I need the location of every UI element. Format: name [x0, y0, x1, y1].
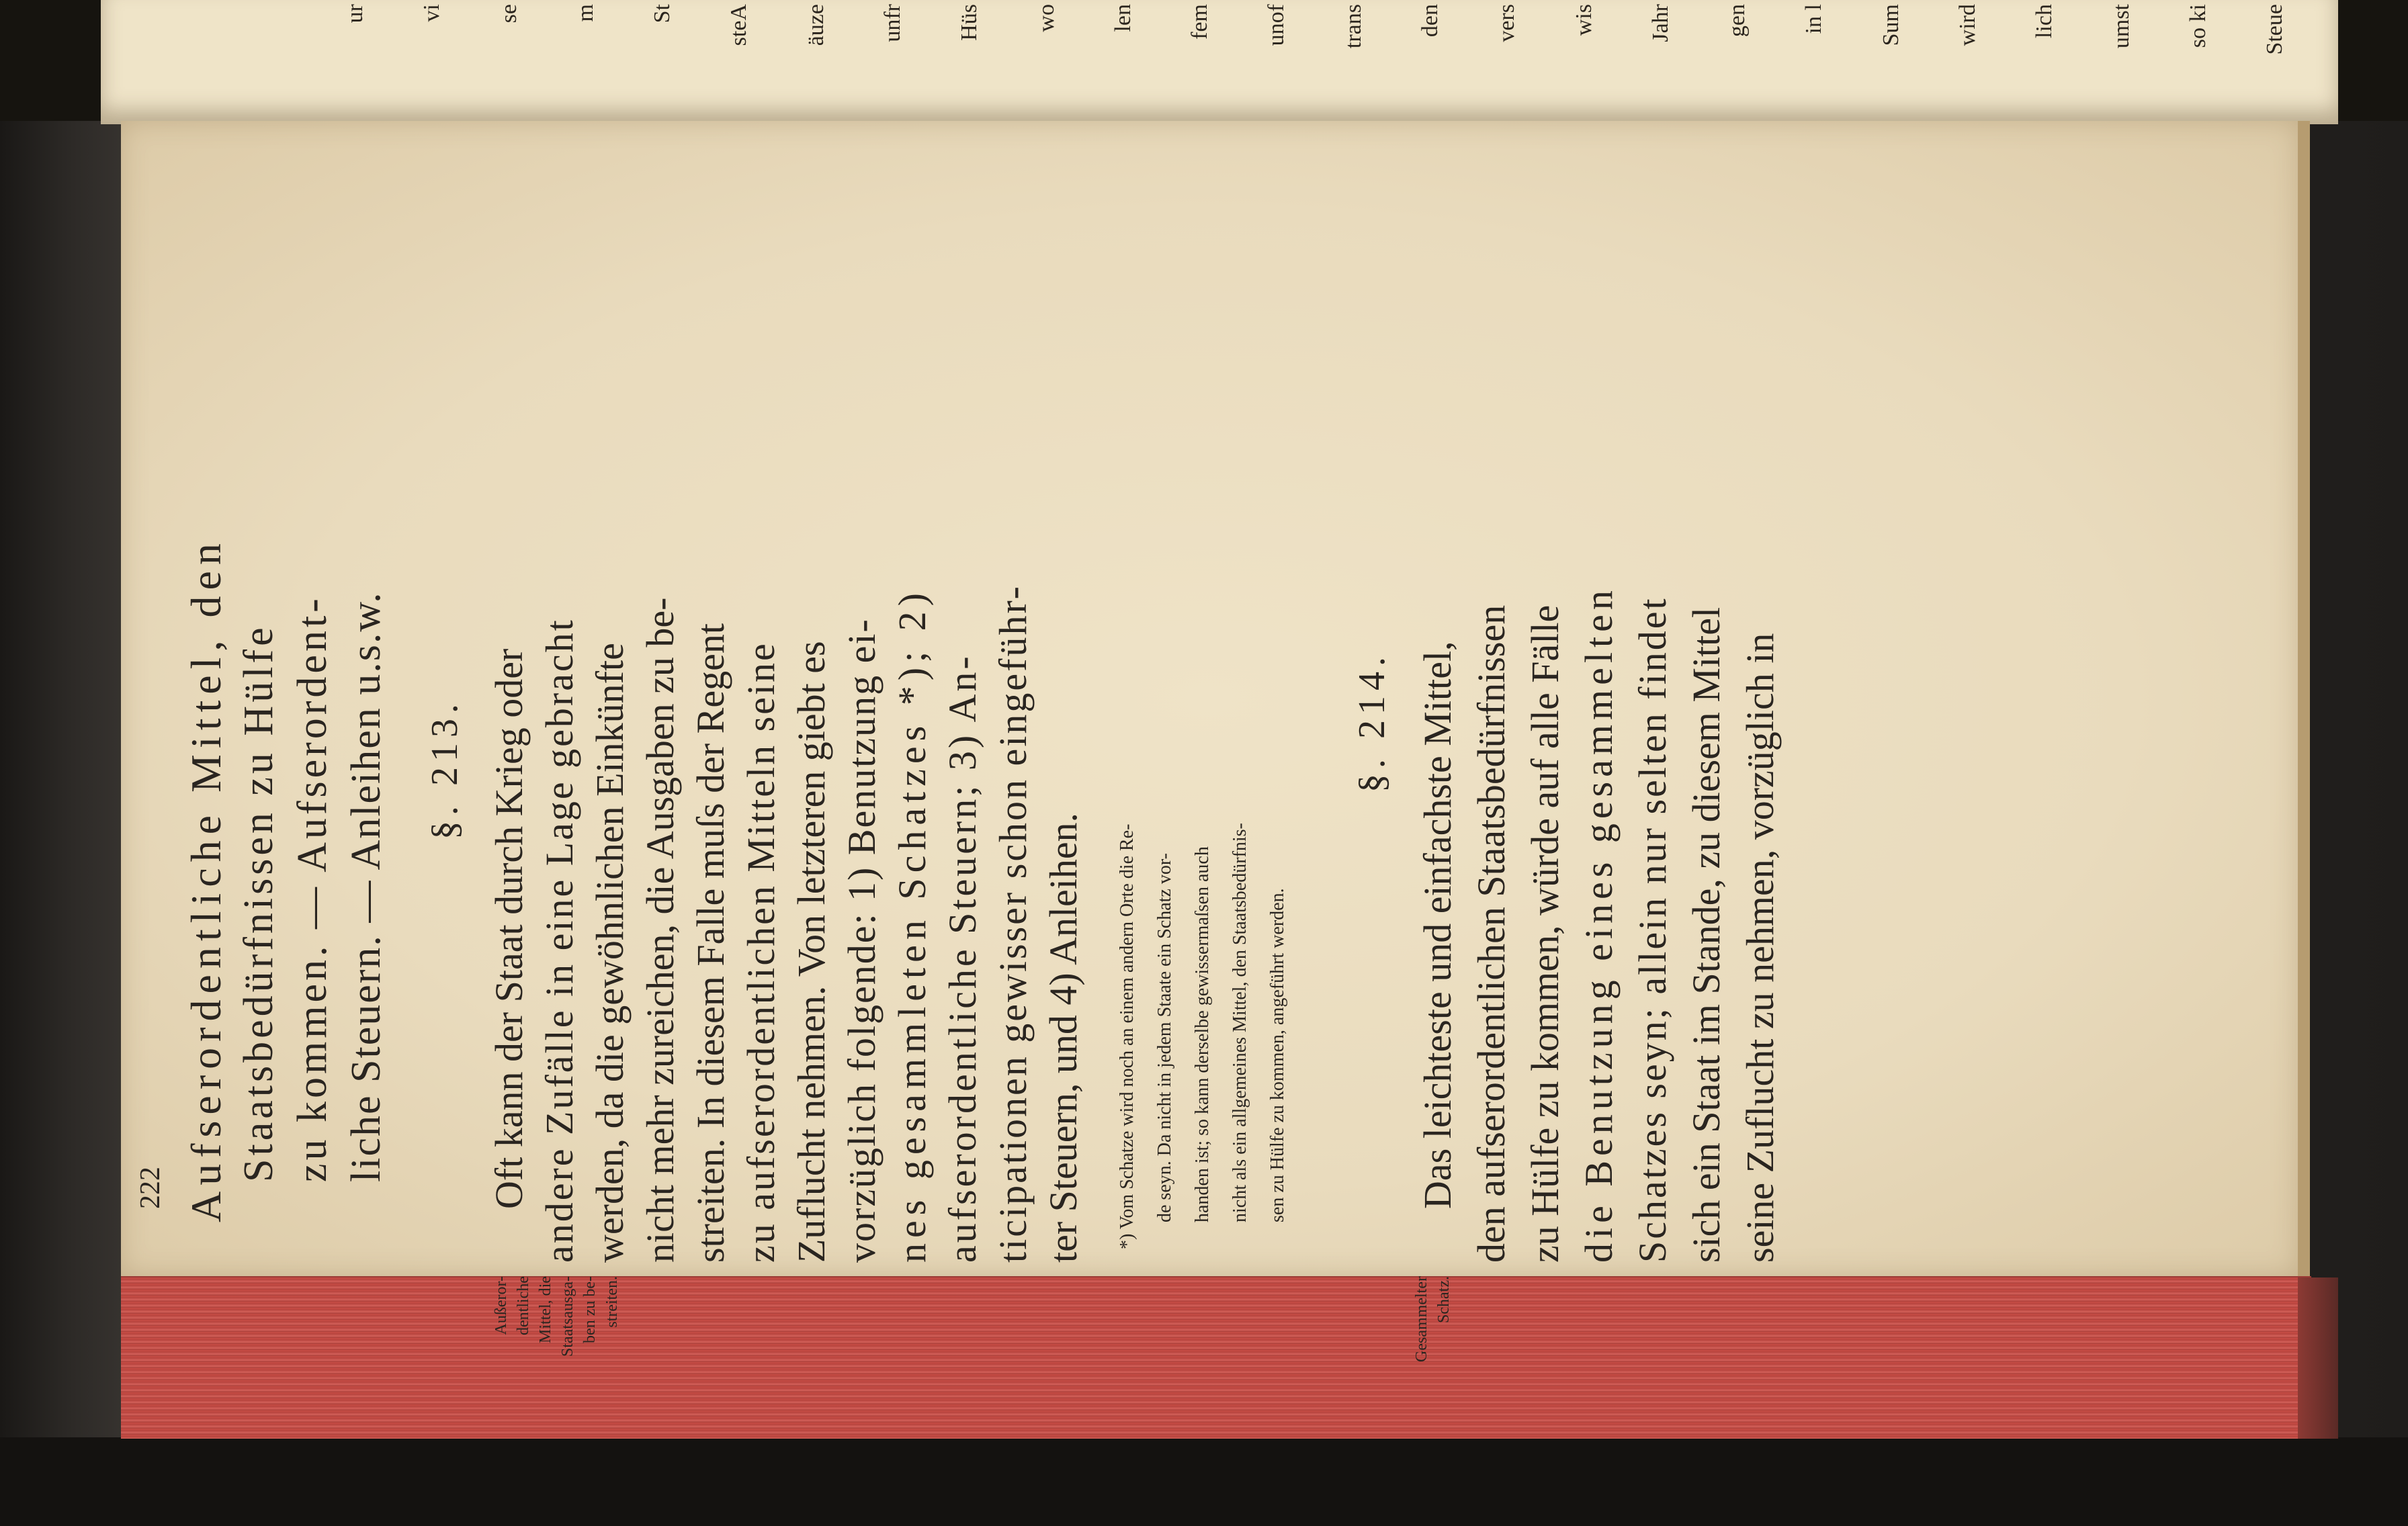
body-line: ticipationen gewisser schon eingeführ- — [991, 584, 1035, 1263]
body-line: vorzüglich folgende: 1) Benutzung ei- — [840, 618, 884, 1263]
section-mark-214: §. 214. — [1351, 652, 1393, 793]
margin-note-line: Gesammelter — [1413, 1276, 1430, 1362]
margin-note-line: ben zu be- — [581, 1276, 599, 1343]
facing-page-fragment: unof — [1264, 4, 1289, 46]
facing-page-fragment: fem — [1187, 4, 1213, 40]
body-line: den aufserordentlichen Staatsbedürfnissen — [1469, 604, 1513, 1263]
margin-note-line: Mittel, die — [537, 1276, 554, 1343]
facing-page-fragment: Steue — [2262, 4, 2288, 55]
margin-note-214 — [1411, 1276, 1455, 1431]
facing-page-fragment: wo — [1033, 4, 1059, 32]
heading-line-2: Staatsbedürfnissen zu Hülfe — [236, 624, 282, 1182]
margin-note-line: Staatsausga- — [559, 1276, 576, 1357]
facing-page-fragment: Sum — [1878, 4, 1903, 46]
body-line: sich ein Staat im Stande, zu diesem Mittel — [1684, 607, 1728, 1263]
body-line: zu Hülfe zu kommen, würde auf alle Fälle — [1523, 604, 1567, 1263]
heading-line-1: Aufserordentliche Mittel, den — [182, 537, 230, 1222]
footnote — [1109, 823, 1297, 1249]
heading-line-3: zu kommen. — Aufserordent- — [290, 595, 335, 1182]
body-line: Das leichteste und einfachste Mittel, — [1416, 641, 1459, 1209]
body-line: zu aufserordentlichen Mitteln seine — [739, 641, 783, 1263]
margin-note-line: Außeror- — [492, 1276, 510, 1335]
facing-page-fragments — [336, 7, 2284, 114]
facing-page-fragment: in l — [1801, 4, 1827, 34]
body-line: die Benutzung eines gesammelten — [1577, 586, 1621, 1263]
body-line: Zuflucht nehmen. Von letzteren giebt es — [789, 641, 833, 1263]
facing-page-fragment: se — [496, 4, 521, 24]
footnote-line: nicht als ein allgemeines Mittel, den Staatsbedürfnis- — [1230, 823, 1250, 1222]
body-line: werden, da die gewöhnlichen Einkünfte — [588, 643, 632, 1263]
footnote-line: handen ist; so kann derselbe gewissermaſsen auch — [1192, 846, 1213, 1222]
section-213-body — [484, 121, 1088, 1263]
footnote-line: sen zu Hülfe zu kommen, angeführt werden. — [1267, 888, 1288, 1222]
body-line: Schatzes seyn; allein nur selten findet — [1631, 596, 1674, 1263]
facing-page-fragment: vers — [1494, 4, 1520, 42]
page-number: 222 — [135, 1167, 166, 1209]
facing-page-fragment: ur — [343, 4, 368, 24]
margin-note-line: streiten. — [603, 1276, 621, 1328]
body-line: nes gesammleten Schatzes *); 2) — [890, 588, 934, 1263]
body-line: ter Steuern, und 4) Anleihen. — [1041, 812, 1085, 1263]
margin-note-line: Schatz. — [1435, 1276, 1453, 1323]
section-mark-213: §. 213. — [424, 699, 466, 840]
section-214-body — [1411, 121, 1787, 1263]
facing-page-fragment: steA — [726, 4, 752, 46]
facing-page-fragment: unfr — [880, 4, 905, 42]
facing-page-fragment: trans — [1340, 4, 1366, 49]
page-text-block — [135, 121, 2237, 1362]
margin-note-213 — [490, 1276, 624, 1431]
body-line: aufserordentliche Steuern; 3) An- — [941, 654, 984, 1263]
heading-line-4: liche Steuern. — Anleihen u.s.w. — [343, 591, 389, 1182]
body-line: nicht mehr zureichen, die Ausgaben zu be- — [638, 597, 682, 1263]
facing-page-fragment: äuze — [803, 4, 828, 46]
facing-page-fragment: Jahr — [1647, 4, 1673, 42]
margin-note-line: dentliche — [515, 1276, 532, 1335]
facing-page-fragment: len — [1110, 4, 1135, 32]
facing-page-fragment: wis — [1571, 4, 1596, 36]
page-edges-red — [121, 1276, 2311, 1439]
footnote-line: *) Vom Schatze wird noch an einem andern Orte die Re- — [1117, 823, 1137, 1249]
facing-page-fragment: wird — [1955, 4, 1980, 46]
facing-page-fragment: umst — [2108, 4, 2134, 49]
background-cloth-bottom — [0, 1437, 2408, 1526]
facing-page-fragment: den — [1418, 4, 1443, 38]
facing-page-fragment: lich — [2032, 4, 2057, 38]
body-line: seine Zuflucht zu nehmen, vorzüglich in — [1738, 633, 1782, 1263]
body-line: streiten. In diesem Falle muſs der Regent — [689, 623, 732, 1263]
facing-page-fragment: vi — [419, 4, 445, 22]
body-line: Oft kann der Staat durch Krieg oder — [487, 648, 531, 1209]
facing-page-fragment: gen — [1725, 4, 1750, 38]
footnote-line: de seyn. Da nicht in jedem Staate ein Schatz vor- — [1154, 853, 1175, 1222]
facing-page-fragment: m — [572, 4, 598, 22]
facing-page-fragment: St — [650, 4, 675, 24]
facing-page-fragment: so ki — [2185, 4, 2210, 48]
body-line: andere Zufälle in eine Lage gebracht — [538, 618, 581, 1263]
facing-page-fragment: Hüs — [957, 4, 982, 41]
